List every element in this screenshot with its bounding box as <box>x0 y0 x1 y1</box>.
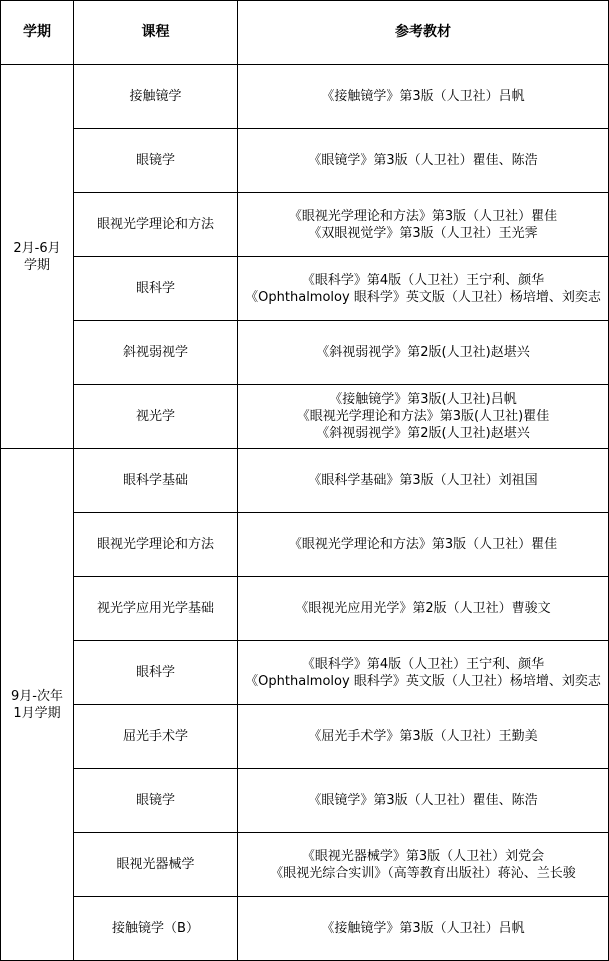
term-label-line2: 1月学期 <box>13 705 61 721</box>
table-row <box>1 705 609 769</box>
course-name-cell: 眼科学 <box>74 641 238 705</box>
textbook-cell <box>238 129 609 193</box>
table-row <box>1 257 609 321</box>
textbook-cell <box>238 65 609 129</box>
textbook-cell <box>238 193 609 257</box>
table-body <box>1 1 609 961</box>
textbook-entry: 《Ophthalmoloy 眼科学》英文版（人卫社）杨培增、刘奕志 <box>245 673 601 689</box>
textbook-entry: 《接触镜学》第3版（人卫社）吕帆 <box>321 921 525 936</box>
textbook-entry: 《眼科学》第4版（人卫社）王宁利、颜华 <box>301 656 545 672</box>
textbook-entry: 《斜视弱视学》第2版(人卫社)赵堪兴 <box>316 426 530 441</box>
course-name-cell: 接触镜学（B） <box>74 897 238 961</box>
header-course: 课程 <box>74 1 238 65</box>
table-row <box>1 577 609 641</box>
textbook-cell <box>238 321 609 385</box>
textbook-entry: 《眼镜学》第3版（人卫社）瞿佳、陈浩 <box>308 793 538 808</box>
header-textbook: 参考教材 <box>238 1 609 65</box>
textbook-cell <box>238 257 609 321</box>
textbook-cell <box>238 833 609 897</box>
textbook-entry: 《双眼视觉学》第3版（人卫社）王光霁 <box>308 225 538 241</box>
textbook-entry: 《眼视光学理论和方法》第3版（人卫社）瞿佳 <box>288 537 558 552</box>
textbook-cell <box>238 513 609 577</box>
course-name-cell: 眼视光学理论和方法 <box>74 193 238 257</box>
table-row <box>1 129 609 193</box>
textbook-entry: 《眼科学基础》第3版（人卫社）刘祖国 <box>308 473 538 488</box>
course-name-cell: 接触镜学 <box>74 65 238 129</box>
course-name-cell: 眼镜学 <box>74 129 238 193</box>
header-row <box>1 1 609 65</box>
textbook-entry: 《接触镜学》第3版（人卫社）吕帆 <box>321 89 525 104</box>
course-name-cell: 眼镜学 <box>74 769 238 833</box>
table-row <box>1 897 609 961</box>
textbook-entry: 《眼视光应用光学》第2版（人卫社）曹骏文 <box>295 601 551 616</box>
term-label-line2: 学期 <box>23 257 50 273</box>
textbook-entry: 《眼科学》第4版（人卫社）王宁利、颜华 <box>301 272 545 288</box>
table-row <box>1 513 609 577</box>
textbook-cell <box>238 641 609 705</box>
textbook-entry: 《眼镜学》第3版（人卫社）瞿佳、陈浩 <box>308 153 538 168</box>
term-cell <box>1 65 74 449</box>
textbook-cell <box>238 385 609 449</box>
table-row <box>1 385 609 449</box>
textbook-cell <box>238 449 609 513</box>
table-row <box>1 833 609 897</box>
textbook-cell <box>238 897 609 961</box>
course-name-cell: 眼视光学理论和方法 <box>74 513 238 577</box>
course-name-cell: 视光学应用光学基础 <box>74 577 238 641</box>
term-label-line1: 2月-6月 <box>13 240 61 256</box>
term-label-line1: 9月-次年 <box>11 688 63 704</box>
table-row <box>1 769 609 833</box>
textbook-cell <box>238 769 609 833</box>
textbook-cell <box>238 577 609 641</box>
textbook-entry: 《眼视光综合实训》（高等教育出版社）蒋沁、兰长骏 <box>270 865 576 881</box>
table-row <box>1 321 609 385</box>
textbook-entry: 《眼视光学理论和方法》第3版(人卫社)瞿佳 <box>296 409 550 424</box>
textbook-entry: 《接触镜学》第3版(人卫社)吕帆 <box>329 392 517 407</box>
textbook-entry: 《眼视光学理论和方法》第3版（人卫社）瞿佳 <box>288 208 558 224</box>
course-name-cell: 眼视光器械学 <box>74 833 238 897</box>
course-name-cell: 眼科学基础 <box>74 449 238 513</box>
course-name-cell: 眼科学 <box>74 257 238 321</box>
table-row <box>1 193 609 257</box>
textbook-entry: 《眼视光器械学》第3版（人卫社）刘党会 <box>301 848 545 864</box>
term-cell <box>1 449 74 961</box>
textbook-entry: 《斜视弱视学》第2版(人卫社)赵堪兴 <box>316 345 530 360</box>
textbook-entry: 《Ophthalmoloy 眼科学》英文版（人卫社）杨培增、刘奕志 <box>245 289 601 305</box>
course-name-cell: 视光学 <box>74 385 238 449</box>
header-term: 学期 <box>1 1 74 65</box>
table-row <box>1 65 609 129</box>
textbook-cell <box>238 705 609 769</box>
textbook-entry: 《屈光手术学》第3版（人卫社）王勤美 <box>308 729 538 744</box>
table-row <box>1 449 609 513</box>
table-row <box>1 641 609 705</box>
course-name-cell: 屈光手术学 <box>74 705 238 769</box>
course-name-cell: 斜视弱视学 <box>74 321 238 385</box>
